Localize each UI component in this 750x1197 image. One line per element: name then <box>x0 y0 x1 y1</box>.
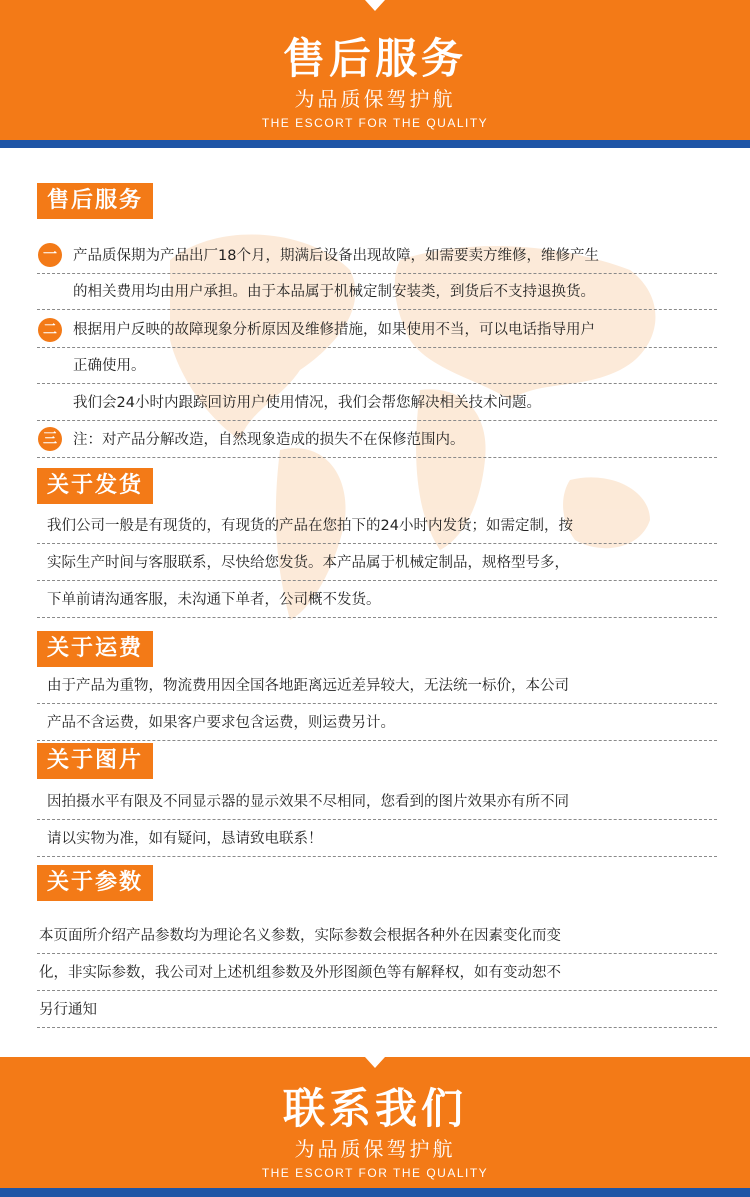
banner-subtitle: 为品质保驾护航 <box>294 1137 456 1161</box>
after-sales-line-1: 产品质保期为产品出厂18个月，期满后设备出现故障，如需要卖方维修，维修产生 <box>37 238 717 274</box>
after-sales-line-6: 注：对产品分解改造，自然现象造成的损失不在保修范围内。 <box>37 422 717 458</box>
shipping-line-2: 实际生产时间与客服联系，尽快给您发货。本产品属于机械定制品，规格型号多， <box>37 545 717 581</box>
shipping-line-1: 我们公司一般是有现货的，有现货的产品在您拍下的24小时内发货；如需定制，按 <box>37 508 717 544</box>
parameters-line-1: 本页面所介绍产品参数均为理论名义参数，实际参数会根据各种外在因素变化而变 <box>37 918 717 954</box>
bottom-banner <box>0 1057 750 1188</box>
bottom-blue-bar <box>0 1188 750 1197</box>
banner-notch <box>365 1057 385 1068</box>
pictures-line-1: 因拍摄水平有限及不同显示器的显示效果不尽相同，您看到的图片效果亦有所不同 <box>37 784 717 820</box>
section-heading-parameters: 关于参数 <box>37 865 153 901</box>
section-heading-after-sales: 售后服务 <box>37 183 153 219</box>
number-badge-2: 二 <box>38 318 62 342</box>
top-blue-bar <box>0 140 750 148</box>
number-badge-1: 一 <box>38 243 62 267</box>
banner-title: 售后服务 <box>282 34 467 83</box>
banner-english: THE ESCORT FOR THE QUALITY <box>261 116 489 130</box>
after-sales-line-3: 根据用户反映的故障现象分析原因及维修措施，如果使用不当，可以电话指导用户 <box>37 312 717 348</box>
section-heading-freight: 关于运费 <box>37 631 153 667</box>
top-banner <box>0 0 750 140</box>
banner-title: 联系我们 <box>282 1084 467 1133</box>
section-heading-pictures: 关于图片 <box>37 743 153 779</box>
parameters-line-2: 化，非实际参数，我公司对上述机组参数及外形图颜色等有解释权，如有变动恕不 <box>37 955 717 991</box>
freight-line-2: 产品不含运费，如果客户要求包含运费，则运费另计。 <box>37 705 717 741</box>
banner-notch <box>365 0 385 11</box>
freight-line-1: 由于产品为重物，物流费用因全国各地距离远近差异较大，无法统一标价，本公司 <box>37 668 717 704</box>
after-sales-line-5: 我们会24小时内跟踪回访用户使用情况，我们会帮您解决相关技术问题。 <box>37 385 717 421</box>
shipping-line-3: 下单前请沟通客服，未沟通下单者，公司概不发货。 <box>37 582 717 618</box>
after-sales-line-2: 的相关费用均由用户承担。由于本品属于机械定制安装类，到货后不支持退换货。 <box>37 274 717 310</box>
pictures-line-2: 请以实物为准，如有疑问，恳请致电联系！ <box>37 821 717 857</box>
banner-subtitle: 为品质保驾护航 <box>294 87 456 111</box>
banner-english: THE ESCORT FOR THE QUALITY <box>261 1166 489 1180</box>
after-sales-line-4: 正确使用。 <box>37 348 717 384</box>
section-heading-shipping: 关于发货 <box>37 468 153 504</box>
number-badge-3: 三 <box>38 427 62 451</box>
parameters-line-3: 另行通知 <box>37 992 717 1028</box>
